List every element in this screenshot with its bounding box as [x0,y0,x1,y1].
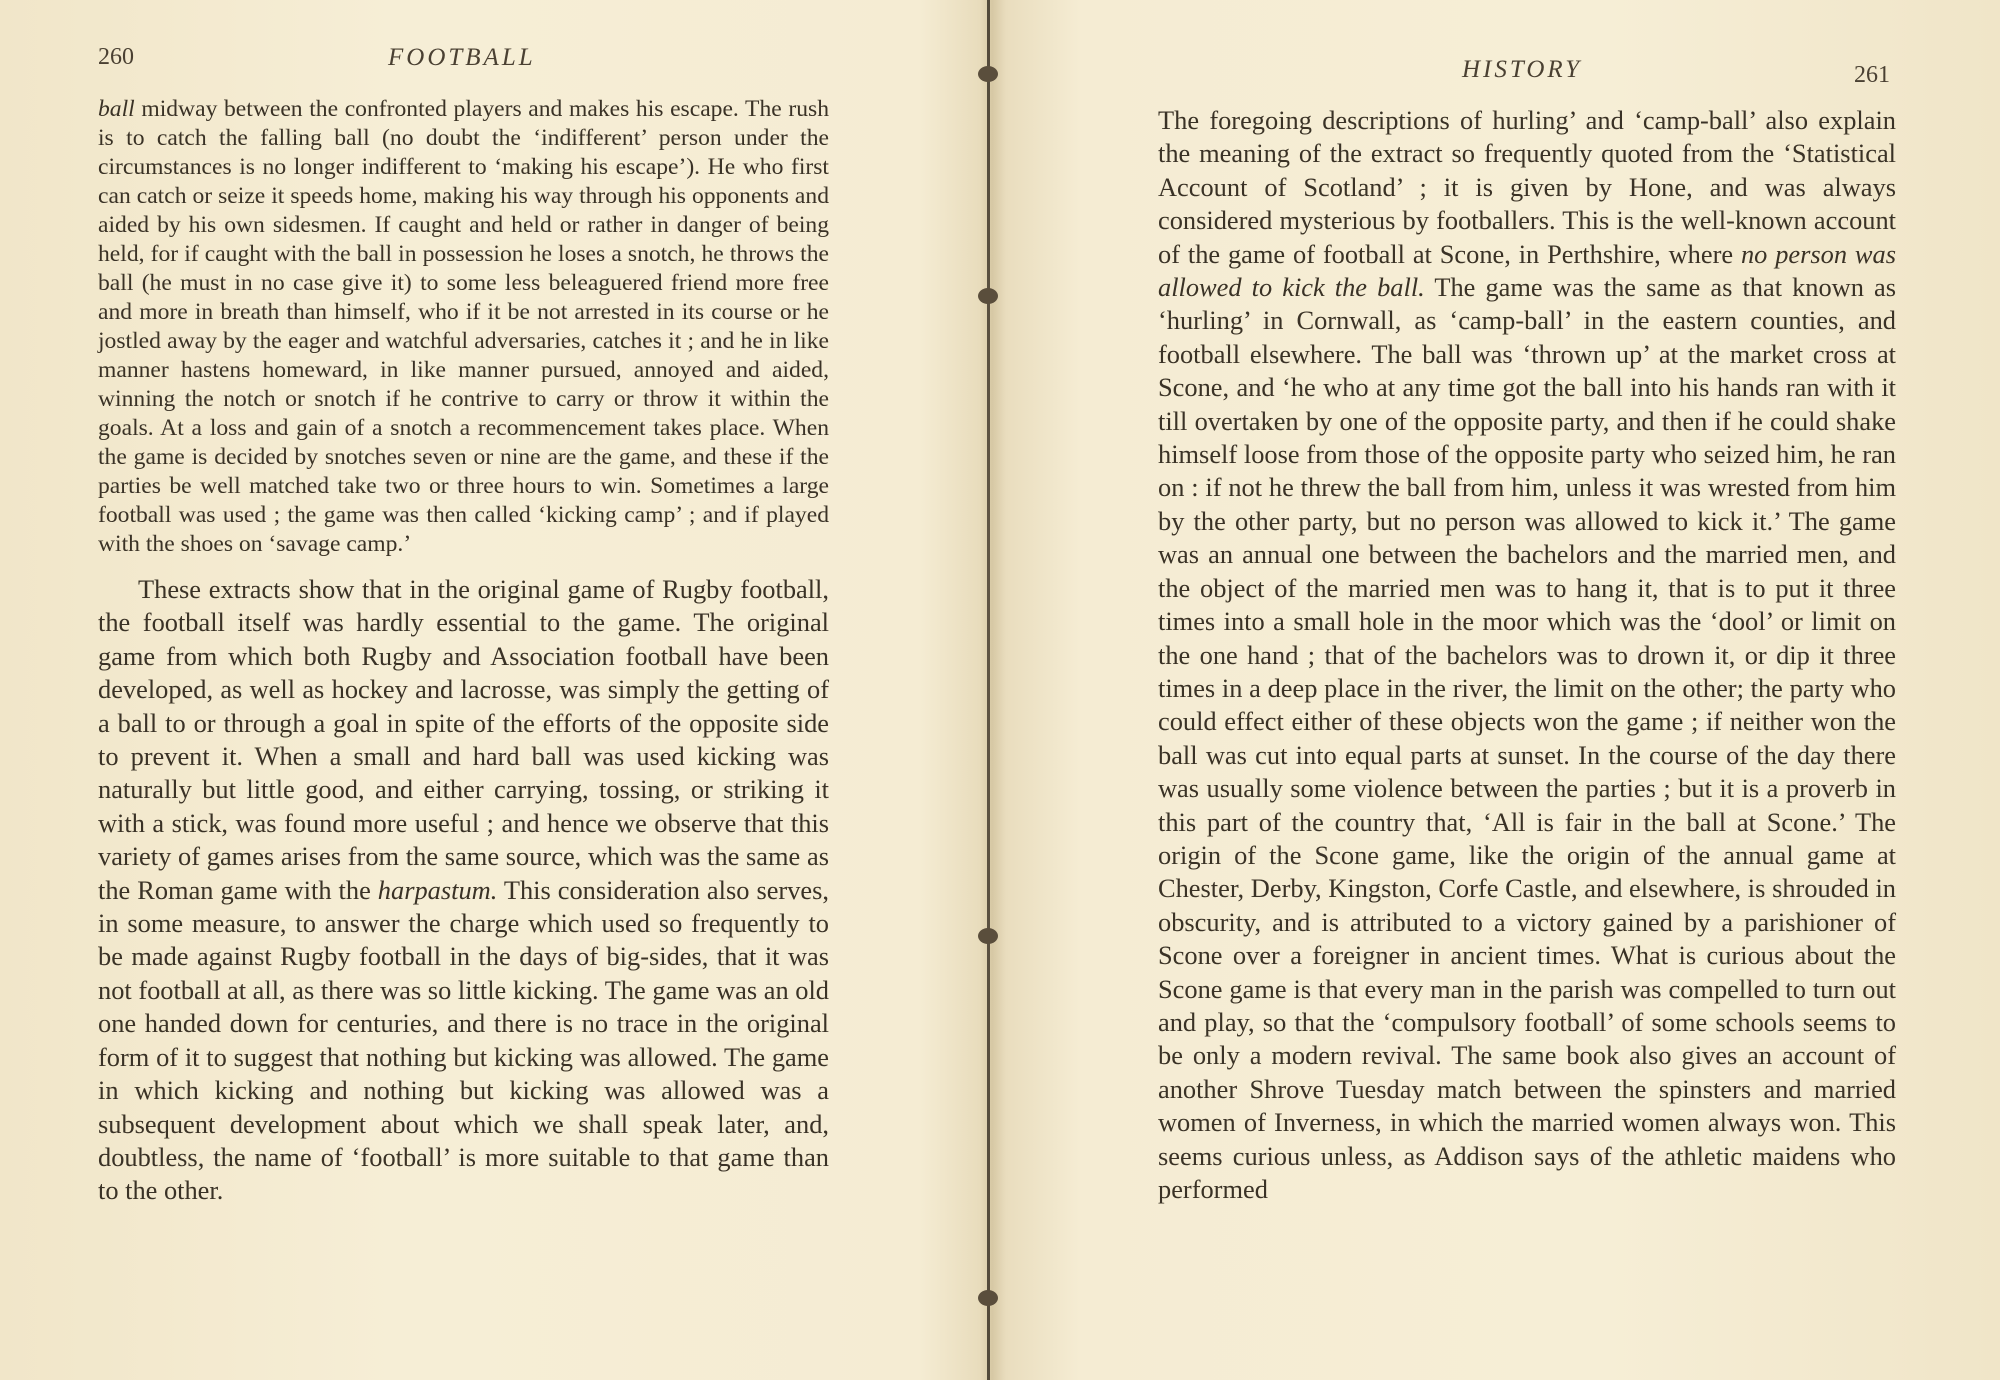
right-running-head: HISTORY [1462,56,1583,83]
left-paragraph-2-text-before: These extracts show that in the original game of Rugby football, the football itself was hardly essential to the game. The original game from which both Rugby and Association football have been developed, as well as hockey and lacrosse, was simply the getting of a ball to or through a goal in spite of the efforts of the opposite side to prevent it. When a small and hard ball was used kicking was naturally but little good, and either carrying, tossing, or striking it with a stick, was found more useful ; and hence we observe that this variety of games arises from the same source, which was the same as the Roman game with the [98,574,829,905]
binding-stitch [978,288,998,304]
right-text-column [1158,104,1896,1206]
right-paragraph-1-italic: no person was allowed to kick the ball. [1158,238,1897,303]
right-paragraph-1-text-before: The foregoing descriptions of hurling’ and ‘camp-ball’ also explain the meaning of the extract so frequently quoted from the ‘Statistical Account of Scotland’ ; it is given by Hone, and was always considered mysterious by footballers. This is the well-known account of the game of football at Scone, in Perthshire, where [1158,105,1896,269]
left-paragraph-1-text: midway between the confronted players and makes his escape. The rush is to catch the falling ball (no doubt the ‘indifferent’ person under the circumstances is no longer indifferent to ‘making his escape’). He who first can catch or seize it speeds home, making his way through his opponents and aided by his own sidesmen. If caught and held or rather in danger of being held, for if caught with the ball in possession he loses a snotch, he throws the ball (he must in no case give it) to some less beleaguered friend more free and more in breath than himself, who if it be not arrested in its course or he jostled away by the eager and watchful adversaries, catches it ; and he in like manner hastens homeward, in like manner pursued, annoyed and aided, winning the notch or snotch if he contrive to carry or throw it within the goals. At a loss and gain of a snotch a recommencement takes place. When the game is decided by snotches seven or nine are the game, and these if the parties be well matched take two or three hours to win. Sometimes a large football was used ; the game was then called ‘kicking camp’ ; and if played with the shoes on ‘savage camp.’ [98,96,829,557]
binding-thread [987,0,990,1380]
left-page [0,0,980,1380]
left-paragraph-1-lead-italic: ball [98,96,135,122]
left-running-head: FOOTBALL [388,44,536,71]
left-page-number: 260 [98,44,134,70]
binding-stitch [978,66,998,82]
right-paragraph-1-text-after: The game was the same as that known as ‘hurling’ in Cornwall, as ‘camp-ball’ in the eastern counties, and football elsewhere. The ball was ‘thrown up’ at the market cross at Scone, and ‘he who at any time got the ball into his hands ran with it till overtaken by one of the opposite party, and then if he could shake himself loose from those of the opposite party who seized him, he ran on : if not he threw the ball from him, unless it was wrested from him by the other party, but no person was allowed to kick it.’ The game was an annual one between the bachelors and the married men, and the object of the married men was to hang it, that is to put it three times into a small hole in the moor which was the ‘dool’ or limit on the one hand ; that of the bachelors was to drown it, or dip it three times in a deep place in the river, the limit on the other; the party who could effect either of these objects won the game ; if neither won the ball was cut into equal parts at sunset. In the course of the day there was usually some violence between the parties ; but it is a proverb in this part of the country that, ‘All is fair in the ball at Scone.’ The origin of the Scone game, like the origin of the annual game at Chester, Derby, Kingston, Corfe Castle, and elsewhere, is shrouded in obscurity, and is attributed to a victory gained by a parishioner of Scone over a foreigner in ancient times. What is curious about the Scone game is that every man in the parish was compelled to turn out and play, so that the ‘compulsory football’ of some schools seems to be only a modern revival. The same book also gives an account of another Shrove Tuesday match between the spinsters and married women of Inverness, in which the married women always won. This seems curious unless, as Addison says of the athletic maidens who performed [1158,272,1896,1204]
left-paragraph-2 [98,573,829,1208]
right-paragraph-1 [1158,104,1896,1206]
binding-stitch [978,928,998,944]
left-paragraph-2-text-after: This consideration also serves, in some measure, to answer the charge which used so frequently to be made against Rugby football in the days of big-sides, that it was not football at all, as there was so little kicking. The game was an old one handed down for centuries, and there is no trace in the original form of it to suggest that nothing but kicking was allowed. The game in which kicking and nothing but kicking was allowed was a subsequent development about which we shall speak later, and, doubtless, the name of ‘football’ is more suitable to that game than to the other. [98,874,829,1206]
right-page [1000,0,2000,1380]
right-page-number: 261 [1854,62,1890,88]
left-paragraph-2-italic: harpastum. [377,874,498,905]
binding-stitch [978,1290,998,1306]
left-text-column [98,95,829,1208]
left-paragraph-1 [98,95,829,559]
